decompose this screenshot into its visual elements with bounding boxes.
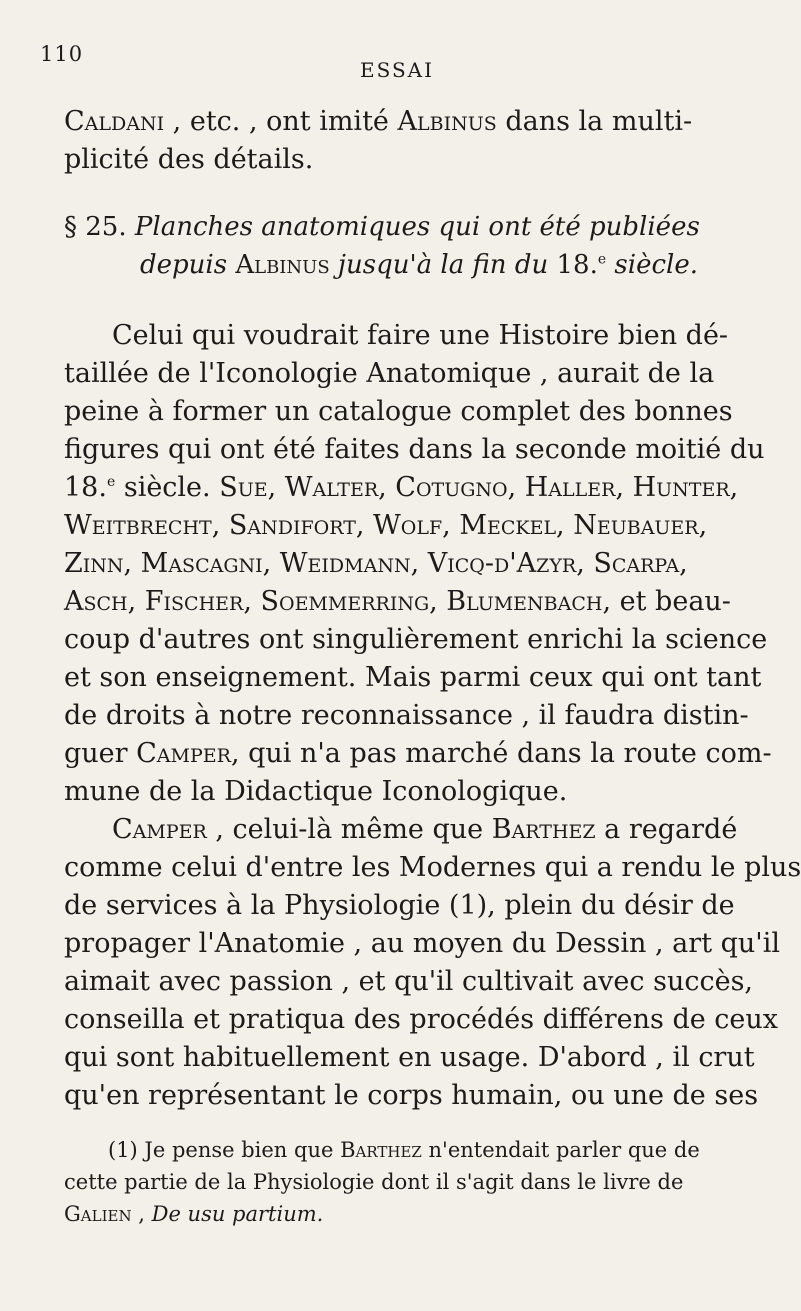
text-line [112,816,801,843]
text-line: propager l'Anatomie , au moyen du Dessin , art qu'il [64,928,780,959]
footnote-line [108,1138,801,1162]
text-fragment: , qui n'a pas marché dans la route com- [230,738,772,769]
text-line: et son enseignement. Mais parmi ceux qui ont tant [64,662,762,693]
text-line: figures qui ont été faites dans la seconde moitié du [64,434,765,465]
text-fragment: (1) Je pense bien que [108,1138,341,1162]
text-line: coup d'autres ont singulièrement enrichi la science [64,624,768,655]
text-line: qui sont habituellement en usage. D'abord , il crut [64,1042,755,1073]
text-fragment: et beau- [611,586,731,617]
text-line [64,550,764,577]
text-fragment: 18. [556,250,598,280]
page-number: 110 [40,42,84,66]
author-name: Barthez [340,1138,422,1162]
text-line: mune de la Didactique Iconologique. [64,776,568,807]
text-line: aimait avec passion , et qu'il cultivait avec succès, [64,966,754,997]
text-line: conseilla et pratiqua des procédés différens de ceux [64,1004,779,1035]
superscript: e [597,251,607,268]
section-heading [64,212,700,242]
book-title: De usu partium. [151,1202,324,1226]
superscript: e [106,474,116,490]
text-fragment: , celui-là même que [206,814,492,845]
author-name: Camper [136,738,231,769]
text-line [64,588,764,615]
text-fragment: , [131,1202,152,1226]
author-name: Albinus [397,106,497,137]
text-fragment: guer [64,738,137,769]
author-names: Asch, Fischer, Soemmerring, Blumenbach, [64,586,612,617]
text-line: de services à la Physiologie (1), plein du désir de [64,890,735,921]
text-fragment: 18. [64,472,107,503]
footnote-line [64,1202,764,1226]
text-fragment: jusqu'à la fin du [329,250,557,280]
author-name: Caldani [64,106,165,137]
text-line [64,738,772,769]
text-line: taillée de l'Iconologie Anatomique , aurait de la [64,358,715,389]
text-fragment: dans la multi- [496,106,693,137]
text-line [64,512,764,539]
text-fragment: siècle. [606,250,698,280]
author-name: Camper [112,814,207,845]
author-name: Galien [64,1202,132,1226]
footnote-line: cette partie de la Physiologie dont il s'agit dans le livre de [64,1170,684,1194]
author-names: Zinn, Mascagni, Weidmann, Vicq-d'Azyr, Scarpa, [64,548,688,579]
text-line: plicité des détails. [64,144,314,175]
text-line: comme celui d'entre les Modernes qui a rendu le plus [64,852,801,883]
author-name: Albinus [235,250,330,280]
text-line [64,474,764,501]
text-line: peine à former un catalogue complet des bonnes [64,396,733,427]
author-name: Barthez [491,814,596,845]
text-fragment: n'entendait parler que de [421,1138,700,1162]
section-heading-cont [140,250,698,280]
text-fragment: siècle. [115,472,220,503]
text-line [64,108,764,135]
running-title: ESSAI [360,58,434,82]
section-number: § 25. [64,212,135,242]
text-line: de droits à notre reconnaissance , il faudra distin- [64,700,749,731]
text-fragment: depuis [140,250,236,280]
author-names: Sue, Walter, Cotugno, Haller, Hunter, [219,472,739,503]
text-line: qu'en représentant le corps humain, ou une de ses [64,1080,759,1111]
author-names: Weitbrecht, Sandifort, Wolf, Meckel, Neubauer, [64,510,708,541]
text-fragment: a regardé [595,814,738,845]
text-fragment: , etc. , ont imité [164,106,398,137]
section-title: Planches anatomiques qui ont été publiées [134,212,700,242]
text-line: Celui qui voudrait faire une Histoire bien dé- [112,320,729,351]
